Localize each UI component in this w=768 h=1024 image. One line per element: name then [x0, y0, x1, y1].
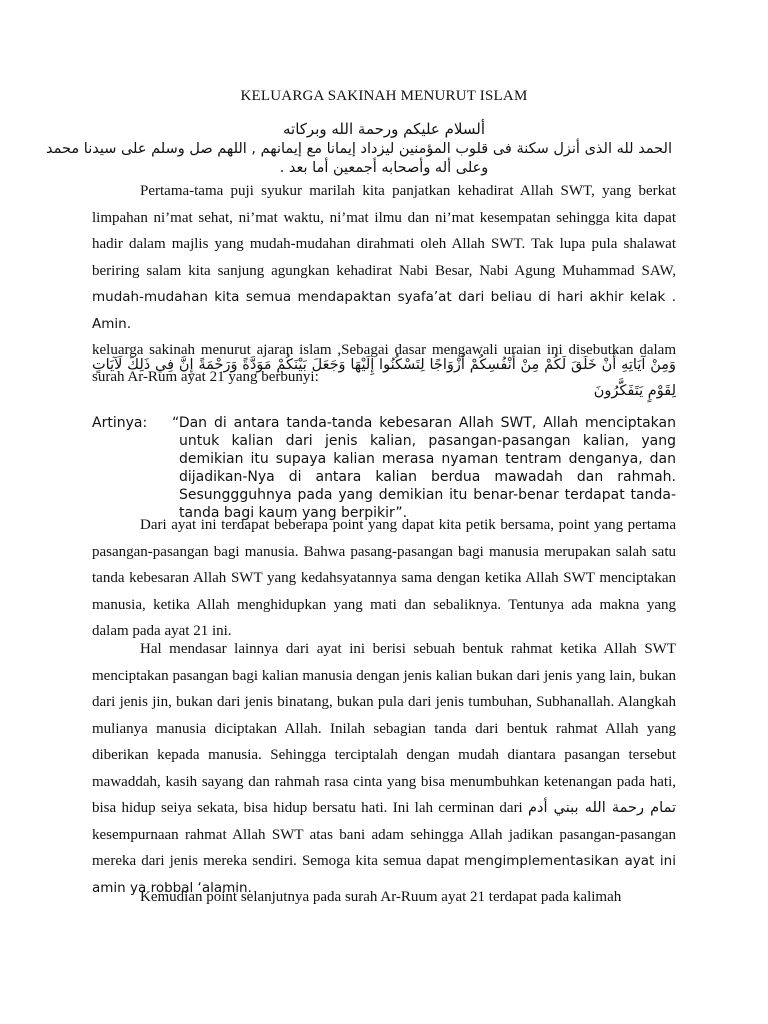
rahmat-text-c: mengimplementasikan ayat ini amin ya robbal ‘alamin.	[92, 853, 676, 896]
rahmat-text-a: Hal mendasar lainnya dari ayat ini berisi sebuah bentuk rahmat ketika Allah SWT menciptakan pasangan bagi kalian manusia dengan jenis kalian bukan dari jenis yang lain, bukan dari jenis jin, bukan dari jenis binatang, bukan pula dari jenis tumbuhan, Subhanallah. Alangkah mulianya manusia diciptakan Allah. Inilah sebagian tanda dari bentuk rahmat Allah yang diberikan kepada manusia. Sehingga terciptalah dengan mudah diantara pasangan tersebut mawaddah, kasih sayang dan rahmah rasa cinta yang bisa menumbuhkan ketenangan pada hati, bisa hidup seiya sekata, bisa hidup bersatu hati. Ini lah cerminan dari	[92, 641, 676, 816]
intro-text: keluarga sakinah menurut ajaran islam ,Sebagai dasar mengawali uraian ini disebutkan dalam surah Ar-Rum ayat 21 yang berbunyi:	[92, 342, 676, 385]
opening-text-a: Pertama-tama puji syukur marilah kita panjatkan kehadirat Allah SWT, yang berkat limpahan ni’mat sehat, ni’mat waktu, ni’mat ilmu dan ni’mat kesempatan sehingga kita dapat hadir dalam majlis yang mudah-mudahan dirahmati oleh Allah SWT. Tak lupa pula shalawat beriring salam kita sanjung agungkan kehadirat Nabi Besar, Nabi Agung Muhammad SAW,	[92, 183, 676, 279]
paragraph-next-point	[92, 884, 676, 911]
opening-text	[92, 178, 676, 337]
translation-text: “Dan di antara tanda-tanda kebesaran Allah SWT, Allah menciptakan untuk kalian dari jenis kalian, pasangan-pasangan kalian, yang demikian itu supaya kalian merasa nyaman tentram denganya, dan dijadikan-Nya di antara kalian berdua mawadah dan rahmah. Sesunggguhnya pada yang demikian itu benar-benar terdapat tanda-tanda bagi kaum yang berpikir”.	[172, 415, 676, 521]
opening-text-b: mudah-mudahan kita semua mendapaktan syafa’at dari beliau di hari akhir kelak . Amin.	[92, 289, 676, 332]
paragraph-text	[92, 636, 676, 901]
paragraph-rahmat	[92, 636, 676, 901]
paragraph-text: Dari ayat ini terdapat beberapa point yang dapat kita petik bersama, point yang pertama pasangan-pasangan bagi manusia. Bahwa pasang-pasangan bagi manusia merupakan salah satu tanda kebesaran Allah SWT yang kedahsyatannya sama dengan ketika Allah SWT menciptakan manusia, ketika Allah menghidupkan yang mati dan sebaliknya. Tentunya ada makna yang dalam pada ayat 21 ini.	[92, 517, 676, 639]
translation-label: Artinya:	[92, 415, 148, 431]
arabic-salam: ألسلام عليكم ورحمة الله وبركاته	[283, 120, 485, 138]
translation-block	[92, 414, 676, 522]
arabic-hamd-line-1: الحمد لله الذى أنزل سكنة فى قلوب المؤمنين ليزداد إيمانا مع إيمانهم , اللهم صل وسلم على سيدنا محمد	[46, 141, 672, 157]
arabic-verse-ar-rum-21: وَمِنْ آيَاتِهِ أَنْ خَلَقَ لَكُمْ مِنْ أَنْفُسِكُمْ أَزْوَاجًا لِتَسْكُنُوا إِلَيْهَا وَجَعَلَ بَيْنَكُمْ مَوَدَّةً وَرَحْمَةً إِنَّ فِي ذَلِكَ لَآيَاتٍ لِقَوْمٍ يَتَفَكَّرُونَ	[92, 357, 676, 399]
paragraph-text: Kemudian point selanjutnya pada surah Ar-Ruum ayat 21 terdapat pada kalimah	[140, 889, 622, 905]
arabic-hamd-line-2: وعلى أله وأصحابه أجمعين أما بعد .	[279, 160, 489, 176]
rahmat-text-b: kesempurnaan rahmat Allah SWT atas bani adam sehingga Allah jadikan pasangan-pasangan mereka dari jenis mereka sendiri. Semoga kita semua dapat	[92, 826, 676, 869]
inline-arabic-phrase: تمام رحمة الله ببني أدم	[528, 800, 676, 816]
document-title: KELUARGA SAKINAH MENURUT ISLAM	[240, 88, 528, 104]
paragraph-point-one	[92, 512, 676, 645]
